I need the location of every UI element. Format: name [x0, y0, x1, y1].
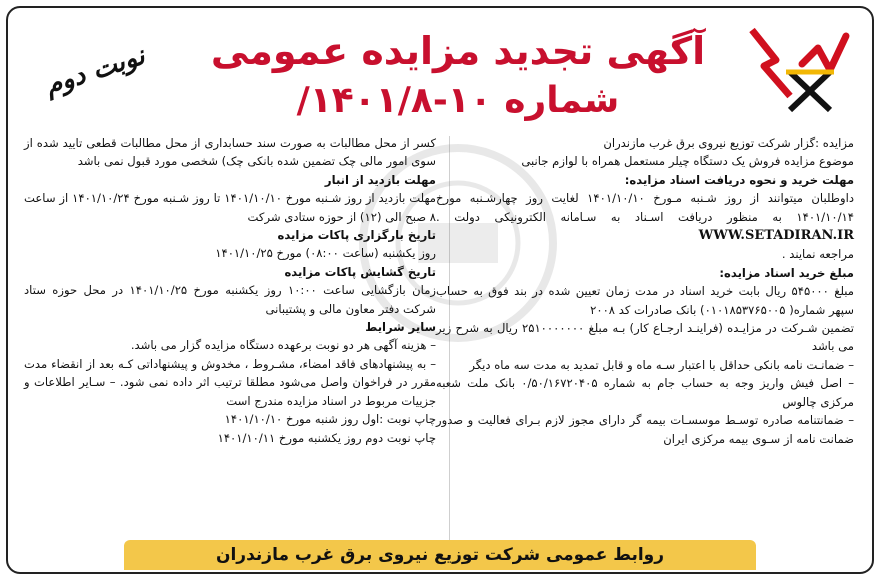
- section-heading: تاریخ بارگزاری پاکات مزایده: [277, 228, 436, 243]
- section-heading: سایر شرایط: [365, 320, 436, 335]
- right-column: [436, 134, 854, 448]
- column-divider: [449, 136, 450, 554]
- paragraph: مزایده :گزار شرکت توزیع نیروی برق غرب مازندران: [603, 136, 854, 150]
- paragraph: مراجعه نمایند .: [781, 247, 854, 262]
- website-link[interactable]: WWW.SETADIRAN.IR: [698, 228, 854, 244]
- footer-banner: روابط عمومی شرکت توزیع نیروی برق غرب مازندران: [124, 540, 756, 570]
- paragraph: مبلغ ۵۴۵۰۰۰ ریال بابت خرید اسناد در مدت زمان تعیین شده در بند فوق به حساب سپهر شماره( ۰۱۰۱۸۵۳۷۶۵۰۰۵) بانک صادرات کد ۲۰۰۸: [436, 284, 855, 317]
- paragraph: کسر از محل مطالبات به صورت سند حسابداری از محل مطالبات قطعی تایید شده از سوی امور مالی چک تضمین شده بانکی چک) شخصی مورد قبول نمی باشد: [24, 136, 436, 169]
- paragraph: – ضمانـت نامه بانکی حداقل با اعتبار سـه ماه و قابل تمدید به مدت سه ماه دیگر: [469, 357, 854, 372]
- section-heading: مهلت خرید و نحوه دریافت اسناد مزایده:: [624, 172, 854, 187]
- paragraph: زمان بازگشایی ساعت ۱۰:۰۰ روز یکشنبه مورخ ۱۴۰۱/۱۰/۲۵ در محل حوزه ستاد شرکت دفتر معاون مالی و پشتیبانی: [24, 283, 436, 316]
- paragraph: – ضمانتنامه صادره توسـط موسسـات بیمه گر دارای مجوز لازم بـرای فعالیت و صدور ضمانت نامه از سـوی بیمه مرکزی ایران: [436, 413, 854, 446]
- paragraph: چاپ نوبت :اول روز شنبه مورخ ۱۴۰۱/۱۰/۱۰: [224, 412, 436, 427]
- paragraph: روز یکشنبه (ساعت ۰۸:۰۰) مورخ ۱۴۰۱/۱۰/۲۵: [215, 246, 436, 261]
- round-label: نوبت دوم: [41, 40, 149, 102]
- paragraph: – هزینه آگهی هر دو نوبت برعهده دستگاه مزایده گزار می باشد.: [130, 338, 436, 353]
- left-column: [24, 134, 436, 447]
- power-company-logo-icon: [746, 22, 856, 118]
- paragraph: مهلت بازدید از روز شـنبه مورخ ۱۴۰۱/۱۰/۱۰ تا روز شـنبه مورخ ۱۴۰۱/۱۰/۲۴ از ساعت ۸ صبح الی (۱۲) از حوزه ستادی شرکت: [24, 191, 436, 224]
- section-heading: تاریخ گشایش پاکات مزایده: [284, 264, 436, 279]
- paragraph: تضمین شـرکت در مزایـده (فراینـد ارجـاع کار) بـه مبلغ ۲۵۱۰۰۰۰۰۰۰ ریال به شرح زیر می باشد: [436, 321, 854, 354]
- paragraph: داوطلبان میتوانند از روز شـنبه مـورخ ۱۴۰۱/۱۰/۱۰ لغایت روز چهارشـنبه مورخ ۱۴۰۱/۱۰/۱۴ به منظور دریافت اسـناد به سـامانه الکترونیکی دولت .: [436, 191, 854, 224]
- section-heading: مبلغ خرید اسناد مزایده:: [719, 265, 854, 280]
- paragraph: موضوع مزایده فروش یک دستگاه چیلر مستعمل همراه با لوازم جانبی: [521, 154, 854, 169]
- paragraph: چاپ نوبت دوم روز یکشنبه مورخ ۱۴۰۱/۱۰/۱۱: [217, 430, 436, 445]
- ad-frame: [6, 6, 874, 574]
- section-heading: مهلت بازدید از انبار: [324, 172, 436, 187]
- auction-number: شماره ۱۰-۱۴۰۱/۸/: [296, 80, 620, 121]
- paragraph: – اصل فیش واریز وجه به حساب جام به شماره ۰/۵۰/۱۶۷۲۰۴۰۵ بانک ملت شعبه مرکزی چالوس: [436, 376, 855, 409]
- paragraph: – به پیشنهادهای فاقد امضاء، مشـروط ، مخدوش و پیشنهاداتی کـه بعد از انقضاء مدت مقرر در فراخوان واصل می‌شود مطلقا ترتیب اثر داده نمی شود. – سـایر اطلاعات و جزییات مربوط در اسناد مزایده مندرج است: [24, 356, 436, 408]
- page-title: آگهی تجدید مزایده عمومی: [210, 29, 706, 73]
